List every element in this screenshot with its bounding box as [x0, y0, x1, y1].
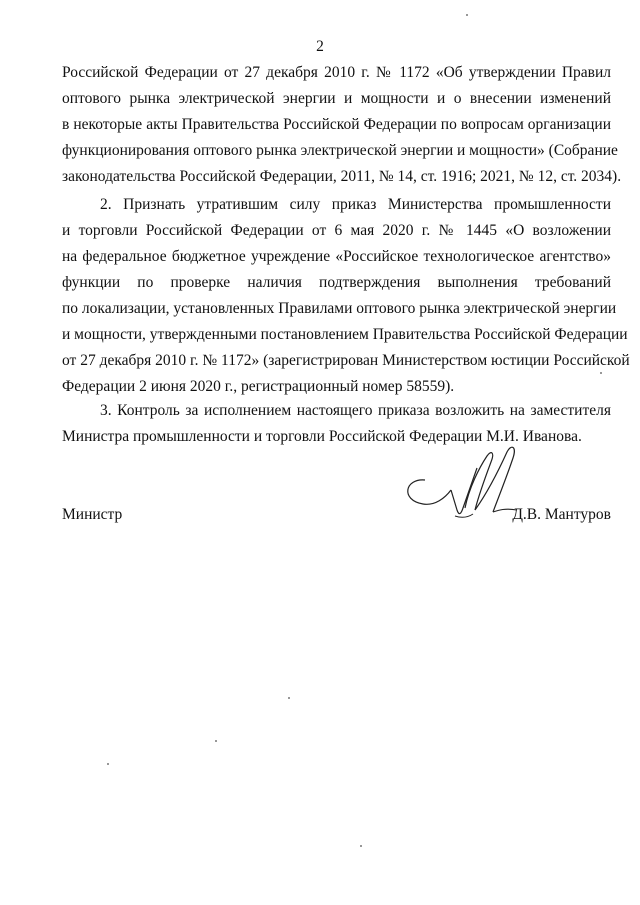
- paragraph-line: функционирования оптового рынка электрической энергии и мощности» (Собрание: [62, 142, 618, 159]
- paragraph-line: Министра промышленности и торговли Российской Федерации М.И. Иванова.: [62, 428, 582, 445]
- paragraph-1: [62, 60, 622, 190]
- signature-block: [62, 500, 611, 530]
- paragraph-line: от 27 декабря 2010 г. № 1172» (зарегистрирован Министерством юстиции Российской: [62, 352, 630, 369]
- scan-speck: [600, 372, 602, 374]
- scan-speck: [215, 740, 217, 742]
- signatory-name: Д.В. Мантуров: [512, 506, 611, 523]
- paragraph-line: и мощности, утвержденными постановлением Правительства Российской Федерации: [62, 326, 628, 343]
- paragraph-line: на федеральное бюджетное учреждение «Российское технологическое агентство»: [62, 248, 611, 265]
- paragraph-2: [62, 192, 630, 400]
- scan-speck: [466, 14, 468, 16]
- paragraph-line: Федерации 2 июня 2020 г., регистрационный номер 58559).: [62, 378, 455, 395]
- scan-speck: [360, 845, 362, 847]
- paragraph-line: оптового рынка электрической энергии и мощности и о внесении изменений: [62, 90, 611, 107]
- paragraph-line: по локализации, установленных Правилами оптового рынка электрической энергии: [62, 300, 617, 317]
- paragraph-line: 3. Контроль за исполнением настоящего приказа возложить на заместителя: [100, 402, 611, 419]
- paragraph-line: функции по проверке наличия подтверждения выполнения требований: [62, 274, 611, 291]
- paragraph-line: и торговли Российской Федерации от 6 мая 2020 г. № 1445 «О возложении: [62, 222, 611, 239]
- paragraph-line: законодательства Российской Федерации, 2011, № 14, ст. 1916; 2021, № 12, ст. 2034).: [62, 168, 622, 185]
- paragraph-line: Российской Федерации от 27 декабря 2010 г. № 1172 «Об утверждении Правил: [62, 64, 611, 81]
- paragraph-line: 2. Признать утратившим силу приказ Министерства промышленности: [100, 196, 611, 213]
- scan-speck: [107, 763, 109, 765]
- scan-speck: [288, 697, 290, 699]
- paragraph-line: в некоторые акты Правительства Российской Федерации по вопросам организации: [62, 116, 611, 133]
- page-number: 2: [316, 38, 324, 55]
- signatory-title: Министр: [62, 506, 123, 523]
